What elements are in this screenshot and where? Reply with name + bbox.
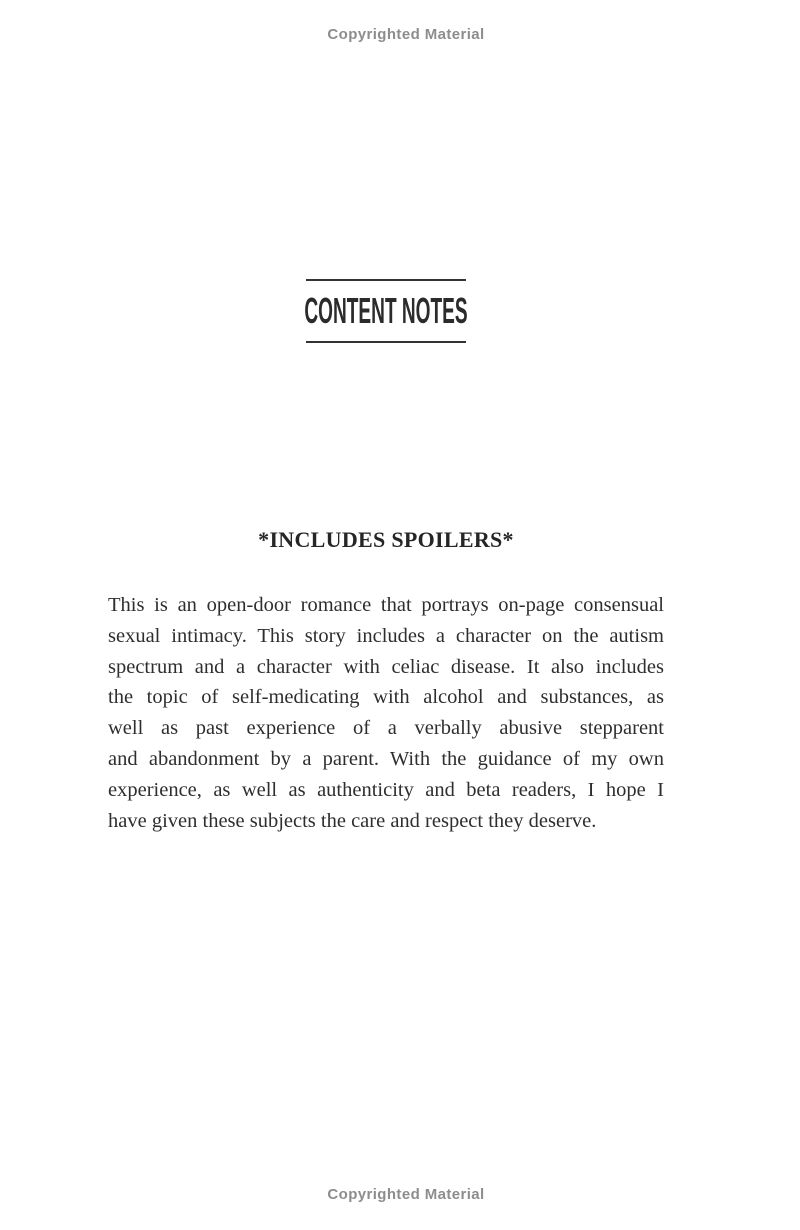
paragraph-line: spectrum and a character with celiac disease. It also includes: [108, 655, 664, 678]
paragraph-line: sexual intimacy. This story includes a character on the autism: [108, 624, 664, 647]
content-notes-paragraph: [108, 590, 664, 836]
spoiler-warning-heading: *INCLUDES SPOILERS*: [258, 527, 514, 552]
copyright-notice-bottom: Copyrighted Material: [327, 1186, 485, 1203]
paragraph-line: have given these subjects the care and respect they deserve.: [108, 809, 597, 832]
copyright-notice-top: Copyrighted Material: [327, 26, 485, 43]
page-title: CONTENT NOTES: [304, 290, 468, 331]
paragraph-line: the topic of self-medicating with alcohol and substances, as: [108, 686, 664, 709]
paragraph-line: and abandonment by a parent. With the guidance of my own: [108, 747, 664, 770]
title-block: [306, 279, 466, 343]
paragraph-line: This is an open-door romance that portrays on-page consensual: [108, 594, 664, 616]
paragraph-line: well as past experience of a verbally abusive stepparent: [108, 717, 664, 740]
paragraph-line: experience, as well as authenticity and beta readers, I hope I: [108, 778, 664, 801]
